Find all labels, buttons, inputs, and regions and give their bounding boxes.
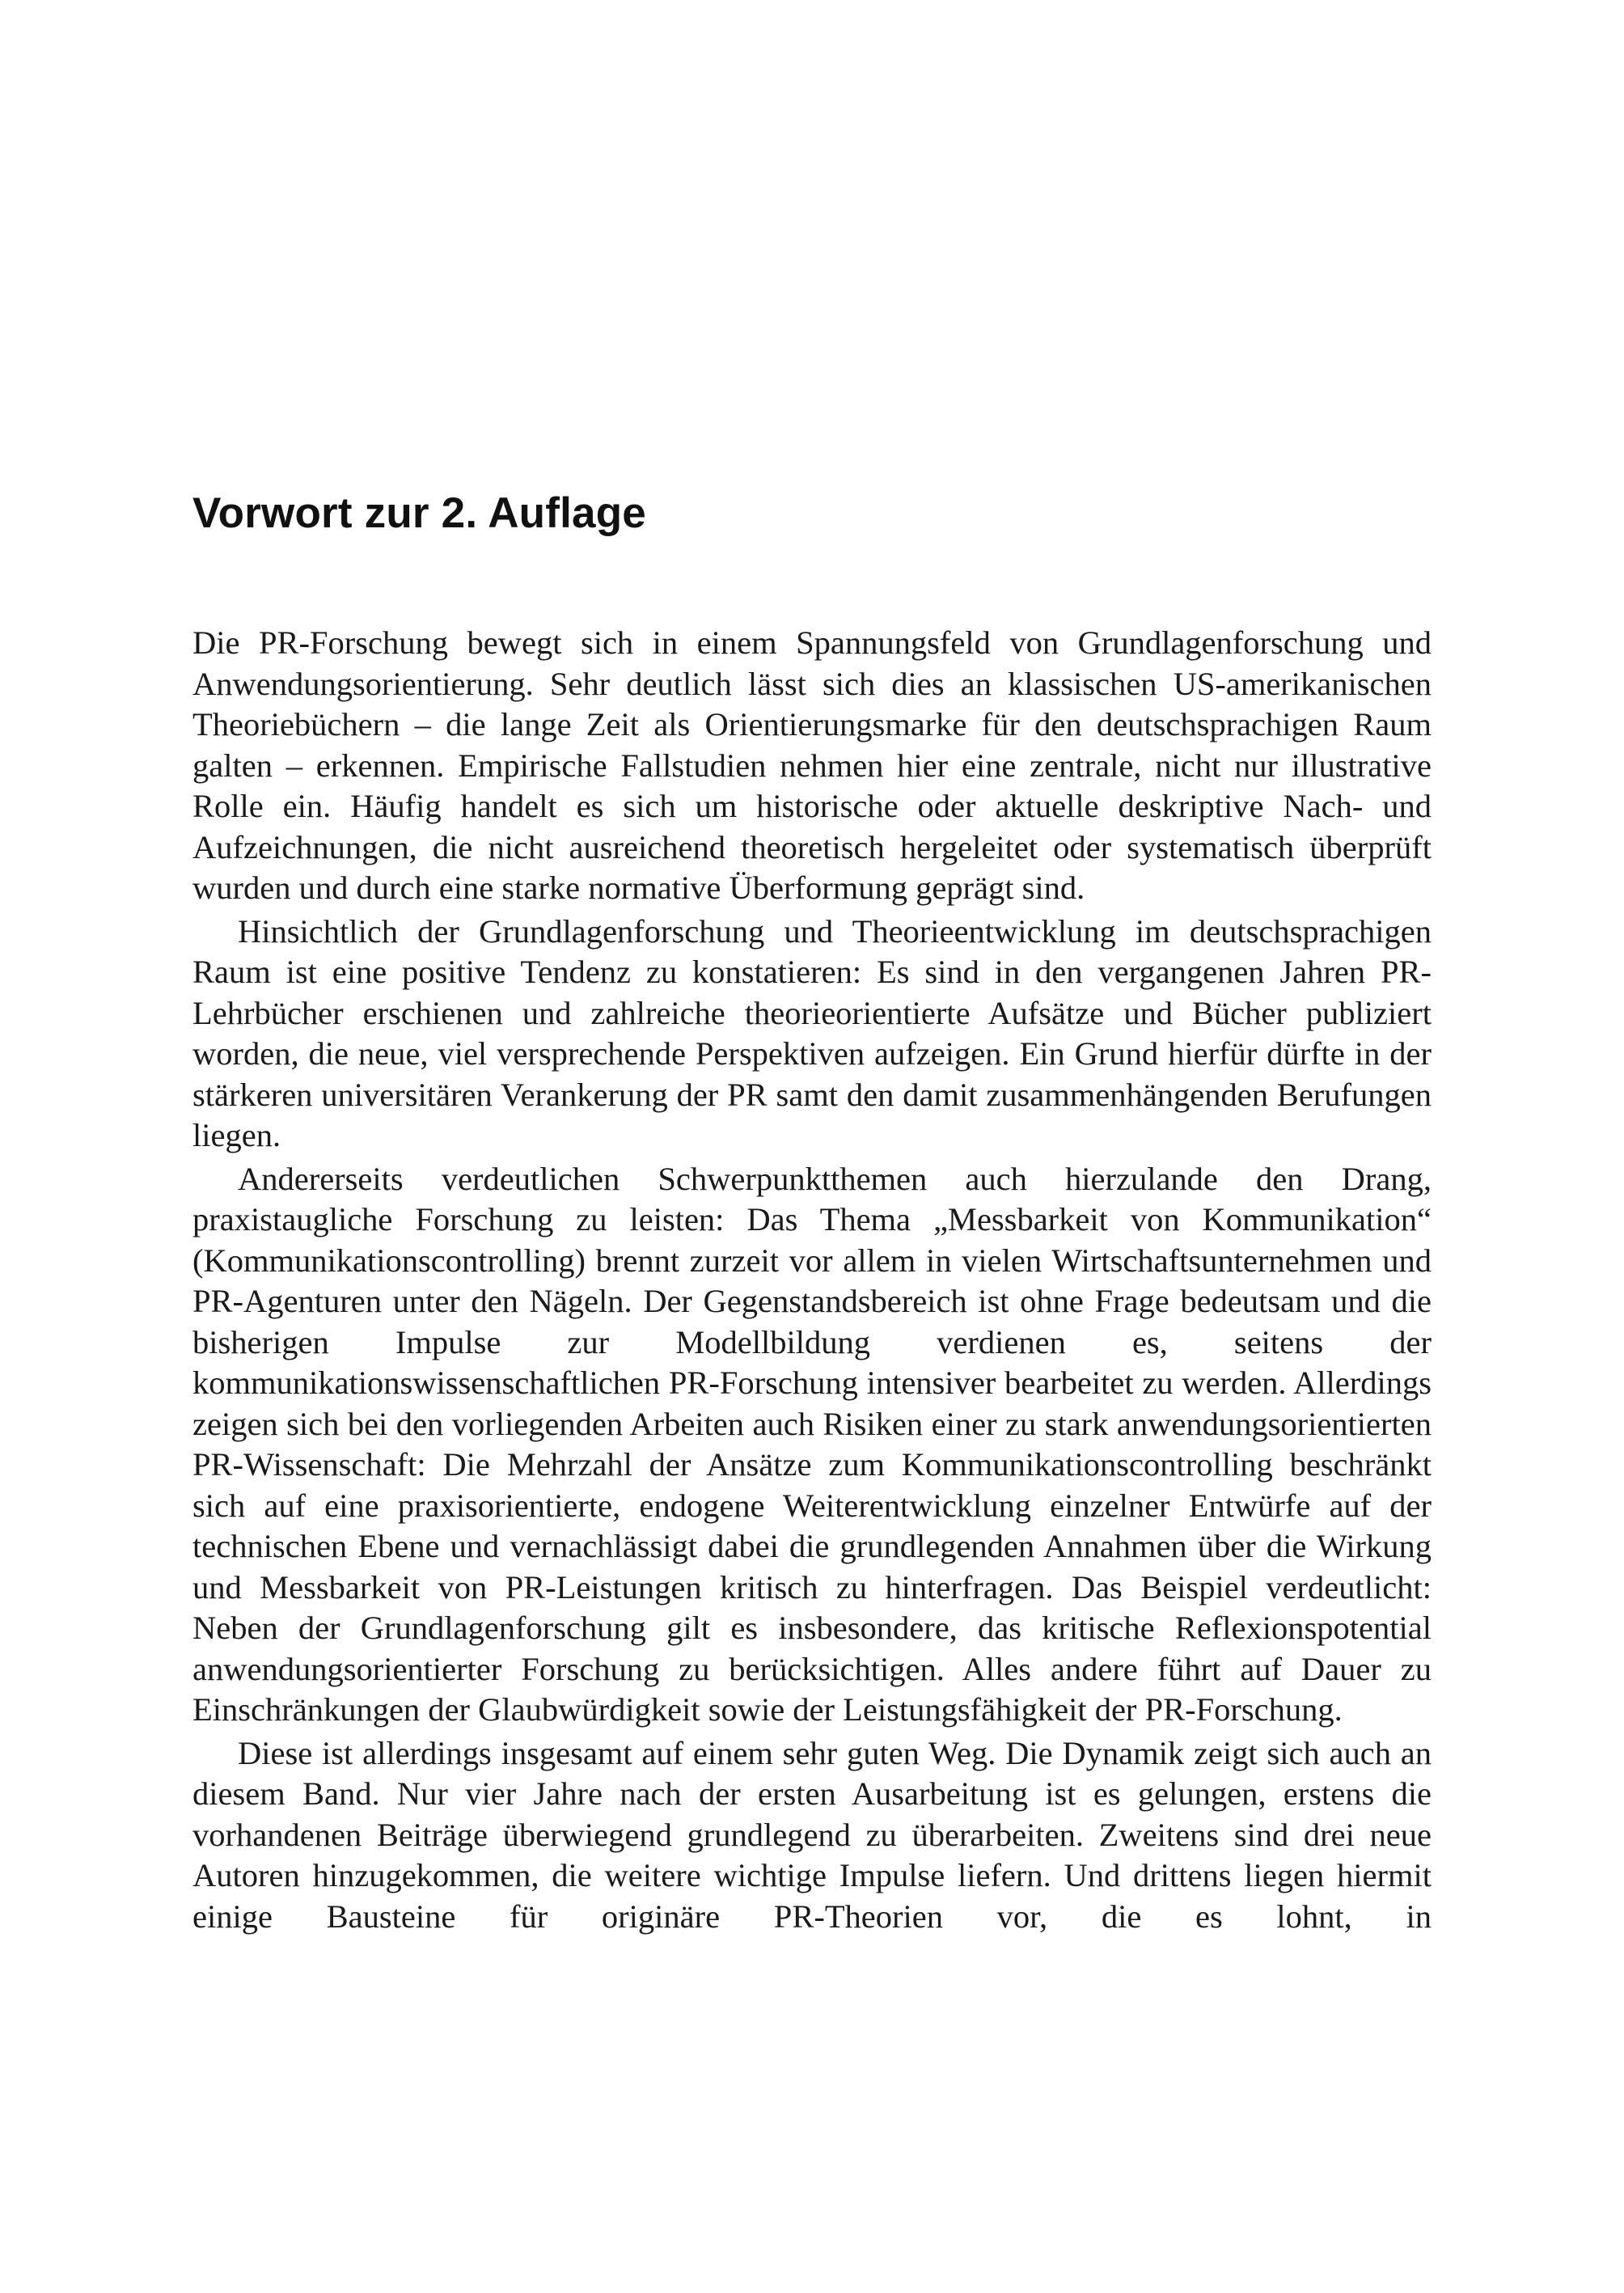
paragraph-4: Diese ist allerdings insgesamt auf einem sehr guten Weg. Die Dynamik zeigt sich auch an diesem Band. Nur vier Jahre nach der ersten Ausarbeitung ist es gelungen, erstens die vorhandenen Beiträge überwiegend grundlegend zu überarbeiten. Zweitens sind drei neue Autoren hinzugekommen, die weitere wichtige Impulse liefern. Und drittens liegen hiermit einige Bausteine für originäre PR-Theorien vor, die es lohnt, in bbox=[192, 1734, 1432, 1935]
body-text bbox=[192, 623, 1432, 1937]
paragraph-3: Andererseits verdeutlichen Schwerpunktthemen auch hierzulande den Drang, praxistaugliche Forschung zu leisten: Das Thema „Messbarkeit von Kommunikation“ (Kommunikationscontrolling) brennt zurzeit vor allem in vielen Wirtschaftsunternehmen und PR-Agenturen unter den Nägeln. Der Gegenstandsbereich ist ohne Frage bedeutsam und die bisherigen Impulse zur Modellbildung verdienen es, seitens der kommunikationswissenschaftlichen PR-Forschung intensiver bearbeitet zu werden. Allerdings zeigen sich bei den vorliegenden Arbeiten auch Risiken einer zu stark anwendungsorientierten PR-Wissenschaft: Die Mehrzahl der Ansätze zum Kommunikationscontrolling beschränkt sich auf eine praxisorientierte, endogene Weiterentwicklung einzelner Entwürfe auf der technischen Ebene und vernachlässigt dabei die grundlegenden Annahmen über die Wirkung und Messbarkeit von PR-Leistungen kritisch zu hinterfragen. Das Beispiel verdeutlicht: Neben der Grundlagenforschung gilt es insbesondere, das kritische Reflexionspotential anwendungsorientierter Forschung zu berücksichtigen. Alles andere führt auf Dauer zu Einschränkungen der Glaubwürdigkeit sowie der Leistungsfähigkeit der PR-Forschung. bbox=[192, 1160, 1432, 1728]
paragraph-2: Hinsichtlich der Grundlagenforschung und Theorieentwicklung im deutschsprachigen Raum ist eine positive Tendenz zu konstatieren: Es sind in den vergangenen Jahren PR-Lehrbücher erschienen und zahlreiche theorieorientierte Aufsätze und Bücher publiziert worden, die neue, viel versprechende Perspektiven aufzeigen. Ein Grund hierfür dürfte in der stärkeren universitären Verankerung der PR samt den damit zusammenhängenden Berufungen liegen. bbox=[192, 912, 1432, 1153]
page-title: Vorwort zur 2. Auflage bbox=[192, 489, 646, 537]
paragraph-1: Die PR-Forschung bewegt sich in einem Spannungsfeld von Grundlagenforschung und Anwendungsorientierung. Sehr deutlich lässt sich dies an klassischen US-amerikanischen Theoriebüchern – die lange Zeit als Orientierungsmarke für den deutschsprachigen Raum galten – erkennen. Empirische Fallstudien nehmen hier eine zentrale, nicht nur illustrative Rolle ein. Häufig handelt es sich um historische oder aktuelle deskriptive Nach- und Aufzeichnungen, die nicht ausreichend theoretisch hergeleitet oder systematisch überprüft wurden und durch eine starke normative Überformung geprägt sind. bbox=[192, 624, 1432, 906]
